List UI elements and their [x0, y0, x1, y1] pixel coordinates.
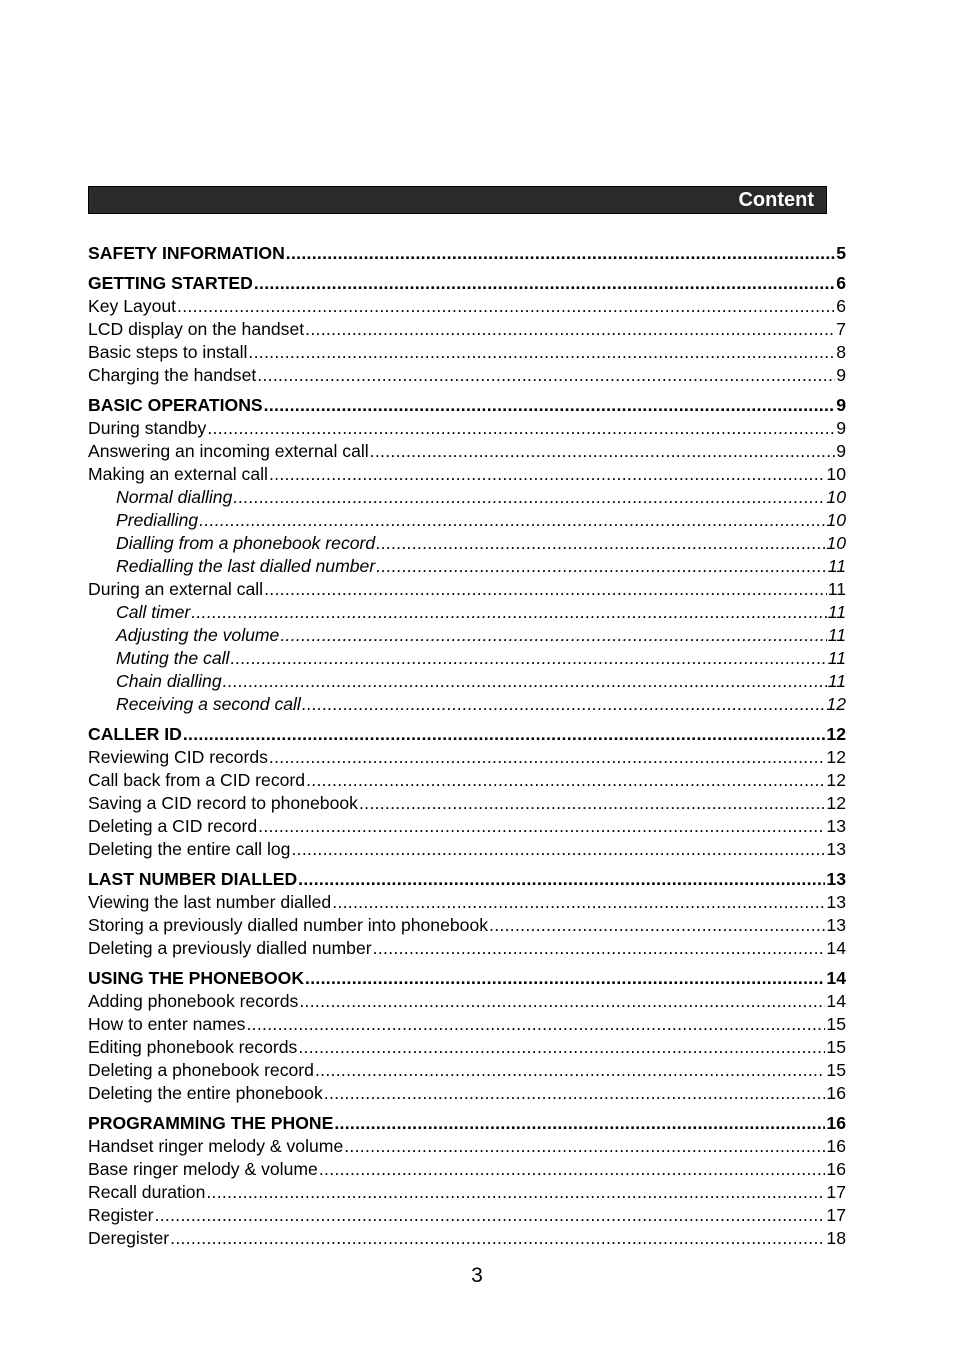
- toc-entry-label: Muting the call: [116, 648, 230, 668]
- toc-entry-page: 9: [836, 365, 846, 385]
- toc-section: [88, 271, 846, 387]
- toc-entry[interactable]: [88, 1227, 846, 1250]
- toc-section: [88, 722, 846, 861]
- toc-entry[interactable]: [88, 440, 846, 463]
- toc-entry-page: 13: [826, 892, 846, 912]
- toc-entry-page: 15: [826, 1037, 846, 1057]
- toc-entry-page: 13: [826, 816, 846, 836]
- toc-entry-page: 12: [826, 694, 846, 714]
- toc-entry-label: Handset ringer melody & volume: [88, 1136, 344, 1156]
- dot-leader: [246, 1013, 825, 1036]
- toc-entry-page: 9: [836, 418, 846, 438]
- toc-entry-label: Dialling from a phonebook record: [116, 533, 376, 553]
- page-number: 3: [471, 1264, 483, 1287]
- toc-subentry[interactable]: [88, 532, 846, 555]
- toc-entry-label: Answering an incoming external call: [88, 441, 369, 461]
- toc-entry[interactable]: [88, 1135, 846, 1158]
- toc-entry-label: Call timer: [116, 602, 191, 622]
- dot-leader: [319, 1158, 826, 1181]
- toc-entry-page: 11: [827, 602, 846, 622]
- toc-entry-page: 10: [826, 510, 846, 530]
- toc-entry[interactable]: [88, 1204, 846, 1227]
- toc-entry-label: Base ringer melody & volume: [88, 1159, 318, 1179]
- toc-entry-page: 8: [836, 342, 846, 362]
- dot-leader: [248, 341, 835, 364]
- toc-entry-label: During standby: [88, 418, 207, 438]
- toc-entry-label: Call back from a CID record: [88, 770, 306, 790]
- toc-entry-label: Deleting a previously dialled number: [88, 938, 372, 958]
- toc-subentry[interactable]: [88, 670, 846, 693]
- dot-leader: [376, 532, 825, 555]
- dot-leader: [315, 1059, 825, 1082]
- dot-leader: [177, 295, 835, 318]
- dot-leader: [489, 914, 825, 937]
- dot-leader: [269, 463, 825, 486]
- dot-leader: [233, 486, 825, 509]
- toc-section: [88, 966, 846, 1105]
- toc-entry-page: 14: [826, 938, 846, 958]
- toc-entry-page: 9: [836, 395, 846, 415]
- toc-entry-label: Adjusting the volume: [116, 625, 280, 645]
- dot-leader: [370, 440, 836, 463]
- dot-leader: [170, 1227, 825, 1250]
- toc-entry-label: Deregister: [88, 1228, 170, 1248]
- toc-entry-label: Saving a CID record to phonebook: [88, 793, 358, 813]
- toc-entry-label: During an external call: [88, 579, 264, 599]
- toc-entry-page: 16: [826, 1083, 846, 1103]
- toc-entry-label: Adding phonebook records: [88, 991, 299, 1011]
- toc-entry-page: 11: [827, 625, 846, 645]
- dot-leader: [344, 1135, 825, 1158]
- dot-leader: [286, 241, 835, 265]
- dot-leader: [254, 271, 835, 295]
- toc-entry-label: SAFETY INFORMATION: [88, 243, 285, 263]
- toc-section-heading[interactable]: [88, 241, 846, 265]
- toc-entry-page: 13: [826, 915, 846, 935]
- content-header-bar: [88, 186, 827, 214]
- toc-entry[interactable]: [88, 1036, 846, 1059]
- toc-entry[interactable]: [88, 1158, 846, 1181]
- toc-entry-label: Chain dialling: [116, 671, 222, 691]
- dot-leader: [291, 838, 825, 861]
- toc-section: [88, 867, 846, 960]
- toc-entry-page: 16: [826, 1113, 846, 1133]
- dot-leader: [223, 670, 827, 693]
- toc-entry-label: Deleting a CID record: [88, 816, 258, 836]
- toc-entry-label: Redialling the last dialled number: [116, 556, 376, 576]
- toc-entry-label: Making an external call: [88, 464, 268, 484]
- toc-section-heading[interactable]: [88, 867, 846, 891]
- toc-entry[interactable]: [88, 1082, 846, 1105]
- toc-subentry[interactable]: [88, 647, 846, 670]
- toc-entry-page: 17: [826, 1182, 846, 1202]
- toc-entry-page: 5: [836, 243, 846, 263]
- toc-section: [88, 1111, 846, 1250]
- page-title: Content: [738, 189, 814, 211]
- table-of-contents: [88, 241, 846, 1256]
- toc-entry-page: 13: [826, 869, 846, 889]
- dot-leader: [183, 722, 826, 746]
- toc-entry[interactable]: [88, 891, 846, 914]
- dot-leader: [257, 364, 835, 387]
- dot-leader: [305, 318, 835, 341]
- toc-entry[interactable]: [88, 914, 846, 937]
- toc-entry-page: 12: [826, 770, 846, 790]
- toc-entry[interactable]: [88, 341, 846, 364]
- toc-entry-label: Key Layout: [88, 296, 177, 316]
- toc-entry-label: GETTING STARTED: [88, 273, 253, 293]
- toc-entry[interactable]: [88, 463, 846, 486]
- toc-entry-page: 12: [826, 793, 846, 813]
- dot-leader: [280, 624, 826, 647]
- toc-entry-page: 6: [836, 273, 846, 293]
- toc-entry-page: 7: [836, 319, 846, 339]
- toc-entry-label: Reviewing CID records: [88, 747, 268, 767]
- toc-entry-page: 12: [826, 747, 846, 767]
- toc-entry-label: Deleting the entire call log: [88, 839, 291, 859]
- toc-entry-label: Normal dialling: [116, 487, 233, 507]
- dot-leader: [332, 891, 825, 914]
- toc-entry-page: 15: [826, 1060, 846, 1080]
- toc-entry[interactable]: [88, 792, 846, 815]
- toc-section-heading[interactable]: [88, 1111, 846, 1135]
- toc-entry[interactable]: [88, 417, 846, 440]
- toc-subentry[interactable]: [88, 555, 846, 578]
- dot-leader: [359, 792, 825, 815]
- toc-entry-label: BASIC OPERATIONS: [88, 395, 263, 415]
- toc-entry-page: 16: [826, 1159, 846, 1179]
- dot-leader: [306, 769, 825, 792]
- toc-section: [88, 241, 846, 265]
- toc-entry[interactable]: [88, 364, 846, 387]
- dot-leader: [302, 693, 826, 716]
- toc-entry[interactable]: [88, 295, 846, 318]
- toc-entry-label: Receiving a second call: [116, 694, 301, 714]
- toc-entry-page: 6: [836, 296, 846, 316]
- toc-entry[interactable]: [88, 1181, 846, 1204]
- toc-entry-label: Storing a previously dialled number into phonebook: [88, 915, 489, 935]
- toc-entry-label: Editing phonebook records: [88, 1037, 298, 1057]
- dot-leader: [298, 1036, 825, 1059]
- toc-entry-page: 10: [826, 464, 846, 484]
- toc-subentry[interactable]: [88, 601, 846, 624]
- toc-entry[interactable]: [88, 1059, 846, 1082]
- toc-entry-page: 13: [826, 839, 846, 859]
- toc-entry[interactable]: [88, 746, 846, 769]
- dot-leader: [230, 647, 826, 670]
- toc-entry-page: 10: [826, 487, 846, 507]
- toc-entry-page: 16: [826, 1136, 846, 1156]
- toc-entry-page: 11: [827, 648, 846, 668]
- toc-section-heading[interactable]: [88, 722, 846, 746]
- toc-entry[interactable]: [88, 990, 846, 1013]
- toc-subentry[interactable]: [88, 624, 846, 647]
- toc-entry[interactable]: [88, 578, 846, 601]
- toc-entry[interactable]: [88, 815, 846, 838]
- toc-entry[interactable]: [88, 937, 846, 960]
- toc-entry[interactable]: [88, 1013, 846, 1036]
- toc-subentry[interactable]: [88, 486, 846, 509]
- toc-entry-label: Viewing the last number dialled: [88, 892, 332, 912]
- toc-subentry[interactable]: [88, 509, 846, 532]
- dot-leader: [264, 578, 827, 601]
- dot-leader: [155, 1204, 826, 1227]
- dot-leader: [258, 815, 825, 838]
- toc-entry-label: Deleting the entire phonebook: [88, 1083, 323, 1103]
- toc-section: [88, 393, 846, 716]
- toc-entry[interactable]: [88, 838, 846, 861]
- toc-entry-label: Register: [88, 1205, 154, 1225]
- dot-leader: [324, 1082, 826, 1105]
- dot-leader: [206, 1181, 825, 1204]
- dot-leader: [264, 393, 836, 417]
- dot-leader: [298, 867, 825, 891]
- toc-entry-page: 18: [826, 1228, 846, 1248]
- toc-entry-label: CALLER ID: [88, 724, 182, 744]
- toc-entry-page: 9: [836, 441, 846, 461]
- toc-entry-label: PROGRAMMING THE PHONE: [88, 1113, 334, 1133]
- toc-entry-page: 10: [826, 533, 846, 553]
- dot-leader: [191, 601, 826, 624]
- dot-leader: [334, 1111, 825, 1135]
- dot-leader: [373, 937, 826, 960]
- toc-entry-page: 14: [826, 991, 846, 1011]
- toc-entry-page: 11: [827, 556, 846, 576]
- toc-entry-label: Basic steps to install: [88, 342, 248, 362]
- toc-entry-label: Predialling: [116, 510, 199, 530]
- toc-section-heading[interactable]: [88, 966, 846, 990]
- toc-entry-page: 11: [827, 671, 846, 691]
- dot-leader: [299, 990, 825, 1013]
- toc-entry-label: Recall duration: [88, 1182, 206, 1202]
- dot-leader: [199, 509, 825, 532]
- toc-entry-page: 14: [826, 968, 846, 988]
- dot-leader: [207, 417, 835, 440]
- dot-leader: [269, 746, 826, 769]
- toc-entry-label: USING THE PHONEBOOK: [88, 968, 305, 988]
- toc-entry-page: 11: [827, 579, 846, 599]
- toc-entry-label: LCD display on the handset: [88, 319, 305, 339]
- dot-leader: [376, 555, 827, 578]
- toc-entry-page: 15: [826, 1014, 846, 1034]
- toc-entry-label: Deleting a phonebook record: [88, 1060, 314, 1080]
- toc-entry-page: 17: [826, 1205, 846, 1225]
- toc-section-heading[interactable]: [88, 393, 846, 417]
- toc-entry[interactable]: [88, 769, 846, 792]
- toc-entry-label: Charging the handset: [88, 365, 257, 385]
- toc-entry-page: 12: [826, 724, 846, 744]
- toc-entry-label: How to enter names: [88, 1014, 246, 1034]
- toc-entry-label: LAST NUMBER DIALLED: [88, 869, 298, 889]
- toc-subentry[interactable]: [88, 693, 846, 716]
- toc-section-heading[interactable]: [88, 271, 846, 295]
- dot-leader: [305, 966, 825, 990]
- toc-entry[interactable]: [88, 318, 846, 341]
